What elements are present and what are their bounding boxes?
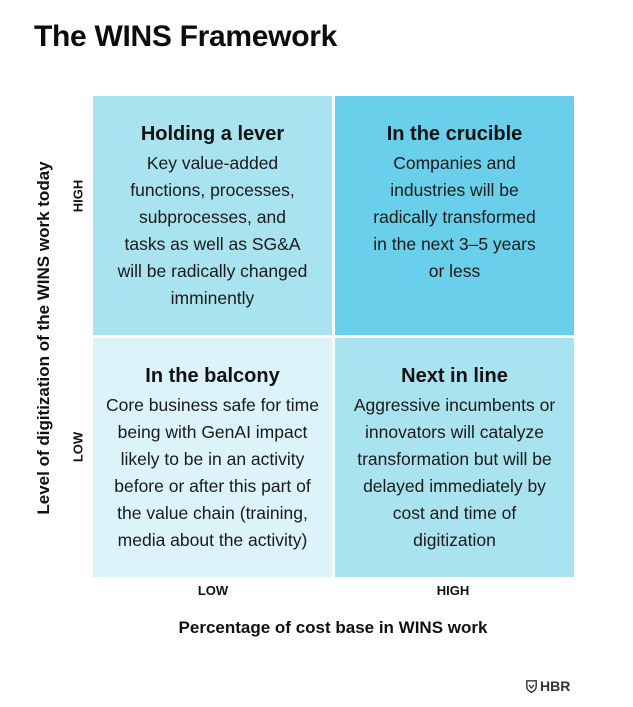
quadrant-title: In the balcony — [145, 365, 280, 387]
quadrant-in-the-balcony — [93, 338, 332, 577]
hbr-logo — [526, 678, 570, 694]
x-axis-low-label: LOW — [197, 583, 229, 598]
quadrant-in-the-crucible — [335, 96, 574, 335]
x-axis-label: Percentage of cost base in WINS work — [178, 618, 488, 637]
quadrant-description: Aggressive incumbents or innovators will catalyze transformation but will be delayed immediately by cost and time of digitization — [353, 395, 556, 550]
y-axis-high-label: HIGH — [70, 179, 86, 213]
y-axis-low-label: LOW — [70, 431, 86, 463]
quadrant-title: In the crucible — [386, 123, 523, 145]
logo-text: HBR — [540, 678, 571, 694]
quadrant-description: Companies and industries will be radically transformed in the next 3–5 years or less — [373, 153, 536, 281]
quadrant-title: Holding a lever — [140, 123, 285, 145]
quadrant-holding-a-lever — [93, 96, 332, 335]
x-axis-high-label: HIGH — [436, 583, 470, 598]
page-title: The WINS Framework — [34, 20, 337, 53]
quadrant-next-in-line — [335, 338, 574, 577]
matrix-grid — [93, 96, 574, 577]
shield-icon — [526, 680, 537, 693]
quadrant-description: Key value-added functions, processes, subprocesses, and tasks as well as SG&A will be radically changed imminently — [117, 153, 308, 308]
y-axis-label: Level of digitization of the WINS work today — [34, 161, 53, 515]
quadrant-title: Next in line — [401, 365, 508, 387]
quadrant-description: Core business safe for time being with GenAI impact likely to be in an activity before or after this part of the value chain (training, media about the activity) — [105, 395, 319, 550]
